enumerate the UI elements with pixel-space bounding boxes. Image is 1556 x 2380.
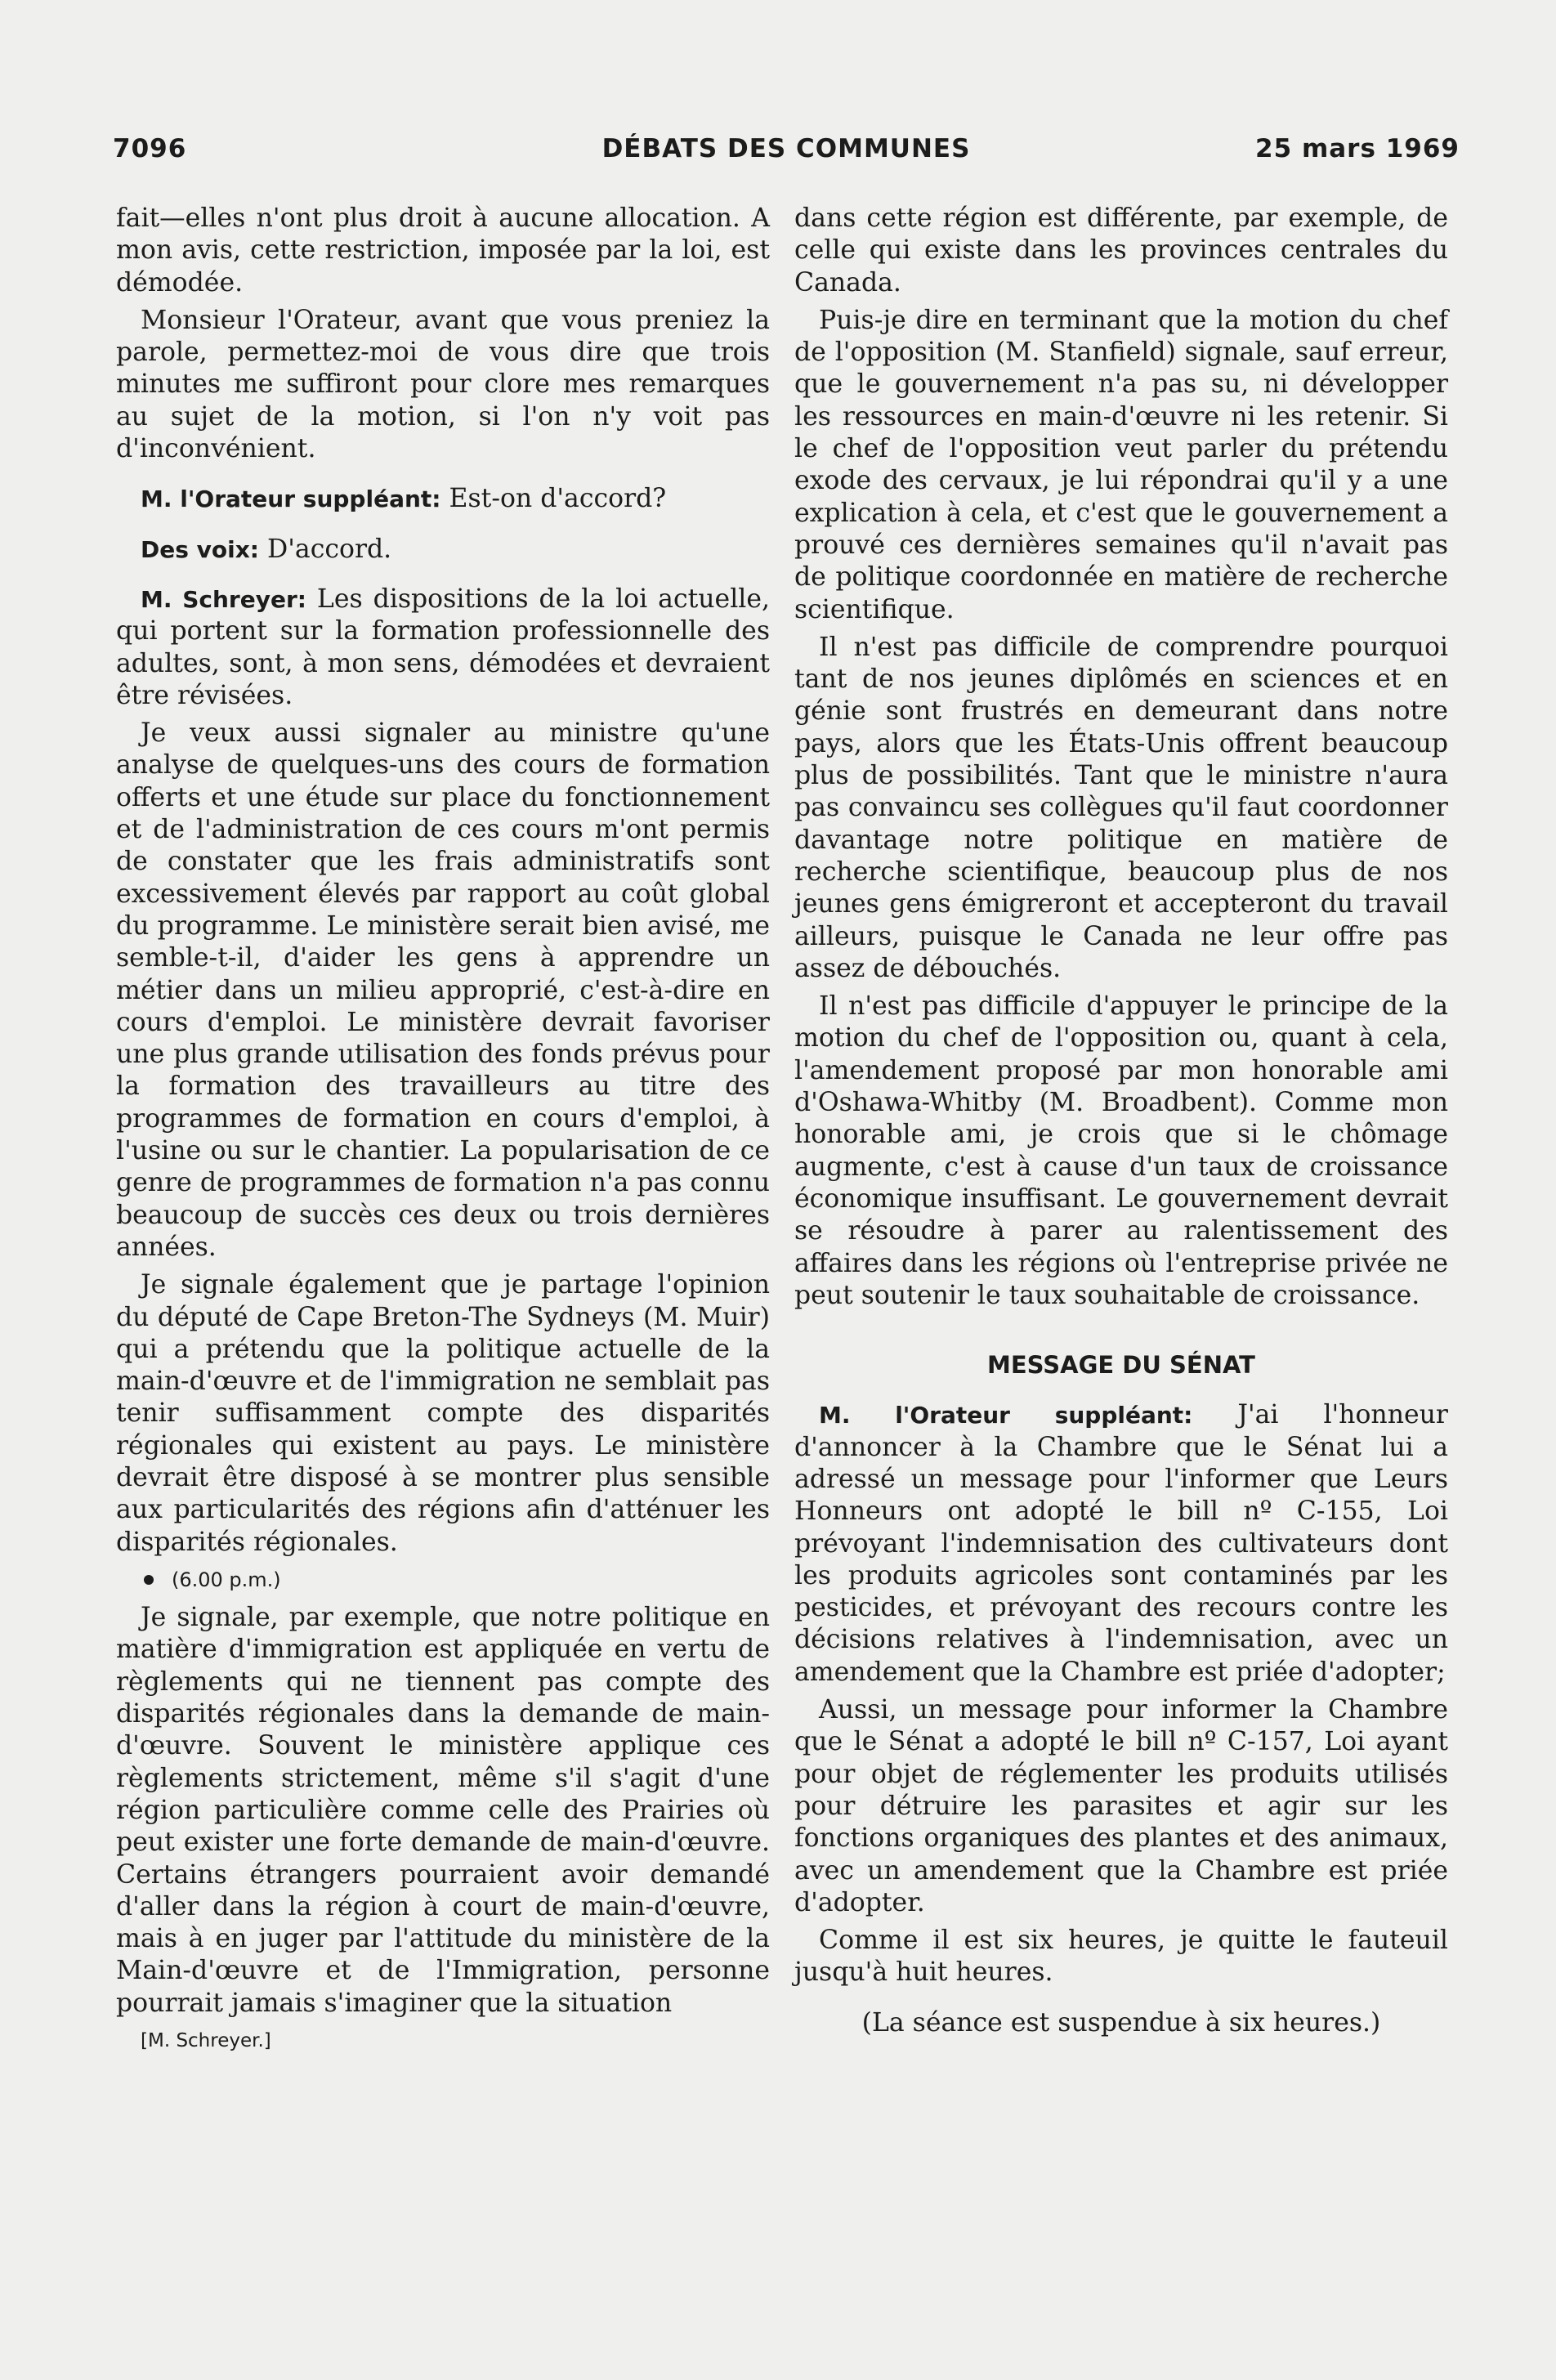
- publication-title: DÉBATS DES COMMUNES: [601, 134, 971, 163]
- speech: [116, 483, 770, 515]
- publication-date: 25 mars 1969: [1255, 134, 1460, 163]
- speech-text: D'accord.: [259, 534, 392, 564]
- paragraph: fait—elles n'ont plus droit à aucune allocation. A mon avis, cette restriction, imposée par la loi, est démodée.: [116, 204, 770, 298]
- paragraph: Monsieur l'Orateur, avant que vous preniez la parole, permettez-moi de vous dire que trois minutes me suffiront pour clore mes remarques au sujet de la motion, si l'on n'y voit pas d'inconvénient.: [116, 305, 770, 464]
- paragraph: Aussi, un message pour informer la Chambre que le Sénat a adopté le bill nº C-157, Loi ayant pour objet de réglementer les produits utilisés pour détruire les parasites et agir sur les fonctions organiques des plantes et des animaux, avec un amendement que la Chambre est priée d'adopter.: [794, 1695, 1448, 1917]
- speaker-name: Des voix:: [141, 535, 259, 563]
- paragraph: Je veux aussi signaler au ministre qu'une analyse de quelques-uns des cours de formation offerts et une étude sur place du fonctionnement et de l'administration de ces cours m'ont permis de constater que les frais administratifs sont excessivement élevés par rapport au coût global du programme. Le ministère serait bien avisé, me semble-t-il, d'aider les gens à apprendre un métier dans un milieu approprié, c'est-à-dire en cours d'emploi. Le ministère devrait favoriser une plus grande utilisation des fonds prévus pour la formation des travailleurs au titre des programmes de formation en cours d'emploi, à l'usine ou sur le chantier. La popularisation de ce genre de programmes de formation n'a pas connu beaucoup de succès ces deux ou trois dernières années.: [116, 718, 770, 1262]
- time-text: (6.00 p.m.): [172, 1568, 281, 1591]
- adjournment-note: (La séance est suspendue à six heures.): [861, 2007, 1381, 2038]
- speech-text: Les dispositions de la loi actuelle, qui portent sur la formation professionnelle des adultes, sont, à mon sens, démodées et devraient être révisées.: [116, 584, 770, 710]
- paragraph: Je signale également que je partage l'opinion du député de Cape Breton-The Sydneys (M. Muir) qui a prétendu que la politique actuelle de la main-d'œuvre et de l'immigration ne semblait pas tenir suffisamment compte des disparités régionales qui existent au pays. Le ministère devrait être disposé à se montrer plus sensible aux particularités des régions afin d'atténuer les disparités régionales.: [116, 1270, 770, 1557]
- speaker-name: M. l'Orateur suppléant:: [819, 1402, 1193, 1429]
- page-header: [113, 134, 1460, 170]
- speaker-name: M. l'Orateur suppléant:: [141, 485, 441, 513]
- section-heading: MESSAGE DU SÉNAT: [987, 1351, 1255, 1380]
- speech: [116, 534, 770, 566]
- speaker-name: M. Schreyer:: [141, 585, 306, 613]
- page-number: 7096: [113, 134, 187, 163]
- paragraph: Il n'est pas difficile de comprendre pourquoi tant de nos jeunes diplômés en sciences et en génie sont frustrés en demeurant dans notre pays, alors que les États-Unis offrent beaucoup plus de possibilités. Tant que le ministre n'aura pas convaincu ses collègues qu'il faut coordonner davantage notre politique en matière de recherche scientifique, beaucoup plus de nos jeunes gens émigreront et accepteront du travail ailleurs, puisque le Canada ne leur offre pas assez de débouchés.: [794, 632, 1448, 983]
- speech: [794, 1399, 1448, 1689]
- right-column: [794, 203, 1448, 2045]
- speech-text: J'ai l'honneur d'annoncer à la Chambre que le Sénat lui a adressé un message pour l'informer que Leurs Honneurs ont adopté le bill nº C-155, Loi prévoyant l'indemnisation des cultivateurs dont les produits agricoles sont contaminés par les pesticides, et prévoyant des recours contre les décisions relatives à l'indemnisation, avec un amendement que la Chambre est priée d'adopter;: [794, 1400, 1448, 1687]
- speech: [116, 584, 770, 712]
- paragraph: Je signale, par exemple, que notre politique en matière d'immigration est appliquée en vertu de règlements qui ne tiennent pas compte des disparités régionales dans la demande de main-d'œuvre. Souvent le ministère applique ces règlements strictement, même s'il s'agit d'une région particulière comme celle des Prairies où peut exister une forte demande de main-d'œuvre. Certains étrangers pourraient avoir demandé d'aller dans la région à court de main-d'œuvre, mais à en juger par l'attitude du ministère de la Main-d'œuvre et de l'Immigration, personne pourrait jamais s'imaginer que la situation: [116, 1603, 770, 2018]
- bullet-icon: [144, 1575, 154, 1585]
- speaker-footer: [M. Schreyer.]: [141, 2030, 271, 2052]
- paragraph: Puis-je dire en terminant que la motion du chef de l'opposition (M. Stanfield) signale, sauf erreur, que le gouvernement n'a pas su, ni développer les ressources en main-d'œuvre ni les retenir. Si le chef de l'opposition veut parler du prétendu exode des cervaux, je lui répondrai qu'il y a une explication à cela, et c'est que le gouvernement a prouvé ces dernières semaines qu'il n'avait pas de politique coordonnée en matière de recherche scientifique.: [794, 305, 1448, 624]
- left-column: [116, 203, 770, 2063]
- paragraph: Comme il est six heures, je quitte le fauteuil jusqu'à huit heures.: [794, 1926, 1448, 1988]
- paragraph: Il n'est pas difficile d'appuyer le principe de la motion du chef de l'opposition ou, quant à cela, l'amendement proposé par mon honorable ami d'Oshawa-Whitby (M. Broadbent). Comme mon honorable ami, je crois que si le chômage augmente, c'est à cause d'un taux de croissance économique insuffisant. Le gouvernement devrait se résoudre à parer au ralentissement des affaires dans les régions où l'entreprise privée ne peut soutenir le taux souhaitable de croissance.: [794, 991, 1448, 1310]
- paragraph: dans cette région est différente, par exemple, de celle qui existe dans les provinces centrales du Canada.: [794, 204, 1448, 298]
- speech-text: Est-on d'accord?: [440, 484, 667, 514]
- time-marker: [116, 1564, 770, 1596]
